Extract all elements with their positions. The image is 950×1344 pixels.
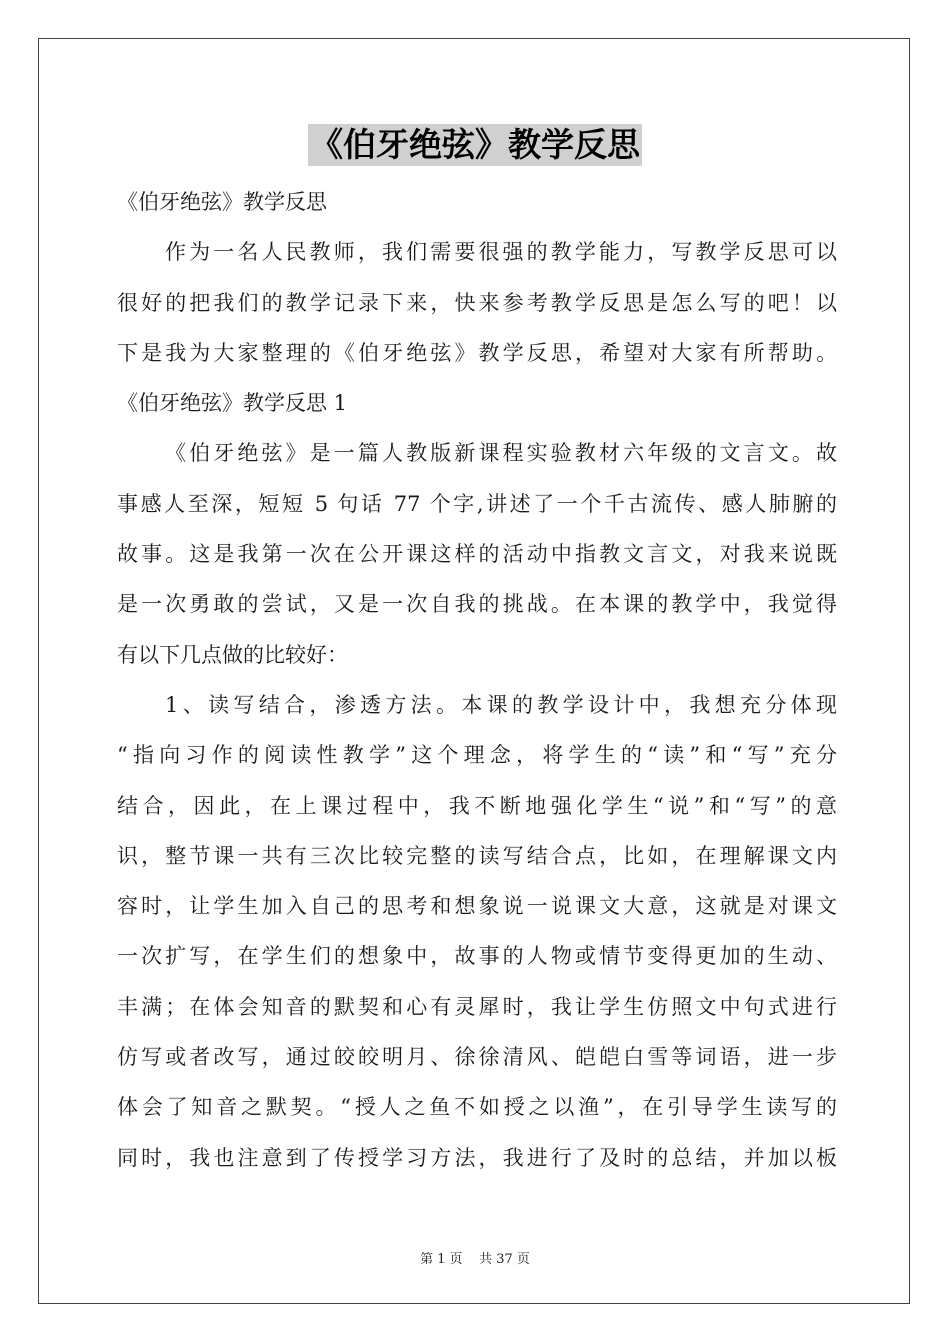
text-line: 仿写或者改写，通过皎皎明月、徐徐清风、皑皑白雪等词语，进一步: [117, 1045, 837, 1070]
text-line: 识，整节课一共有三次比较完整的读写结合点，比如，在理解课文内: [117, 843, 837, 868]
text-line: 事感人至深，短短 5 句话 77 个字,讲述了一个千古流传、感人肺腑的: [117, 491, 837, 516]
document-body: [117, 177, 837, 1183]
text-line: 容时，让学生加入自己的思考和想象说一说课文大意，这就是对课文: [117, 894, 837, 919]
text-line: 下是我为大家整理的《伯牙绝弦》教学反思，希望对大家有所帮助。: [117, 340, 837, 365]
text-line: 是一次勇敢的尝试，又是一次自我的挑战。在本课的教学中，我觉得: [117, 592, 837, 617]
text-line: 同时，我也注意到了传授学习方法，我进行了及时的总结，并加以板: [117, 1145, 837, 1170]
title-container: [0, 124, 950, 166]
text-line: 丰满；在体会知音的默契和心有灵犀时，我让学生仿照文中句式进行: [117, 994, 837, 1019]
text-line: 一次扩写，在学生们的想象中，故事的人物或情节变得更加的生动、: [117, 944, 837, 969]
text-line: 很好的把我们的教学记录下来，快来参考教学反思是怎么写的吧！以: [117, 290, 837, 315]
text-line: 结合，因此，在上课过程中，我不断地强化学生“说”和“写”的意: [117, 793, 837, 818]
text-line: 故事。这是我第一次在公开课这样的活动中指教文言文，对我来说既: [117, 542, 837, 567]
document-title: 《伯牙绝弦》教学反思: [310, 125, 640, 164]
text-line: 《伯牙绝弦》教学反思 1: [117, 391, 348, 416]
text-line: 作为一名人民教师，我们需要很强的教学能力，写教学反思可以: [165, 240, 837, 265]
text-line: 1、读写结合，渗透方法。本课的教学设计中，我想充分体现: [165, 692, 837, 717]
text-line: 体会了知音之默契。“授人之鱼不如授之以渔”，在引导学生读写的: [117, 1095, 837, 1120]
page-footer: 第 1 页 共 37 页: [420, 1252, 530, 1267]
text-line: 《伯牙绝弦》是一篇人教版新课程实验教材六年级的文言文。故: [165, 441, 837, 466]
text-line: “指向习作的阅读性教学”这个理念，将学生的“读”和“写”充分: [117, 743, 837, 768]
text-line: 有以下几点做的比较好：: [117, 642, 348, 667]
text-line: 《伯牙绝弦》教学反思: [117, 190, 327, 214]
